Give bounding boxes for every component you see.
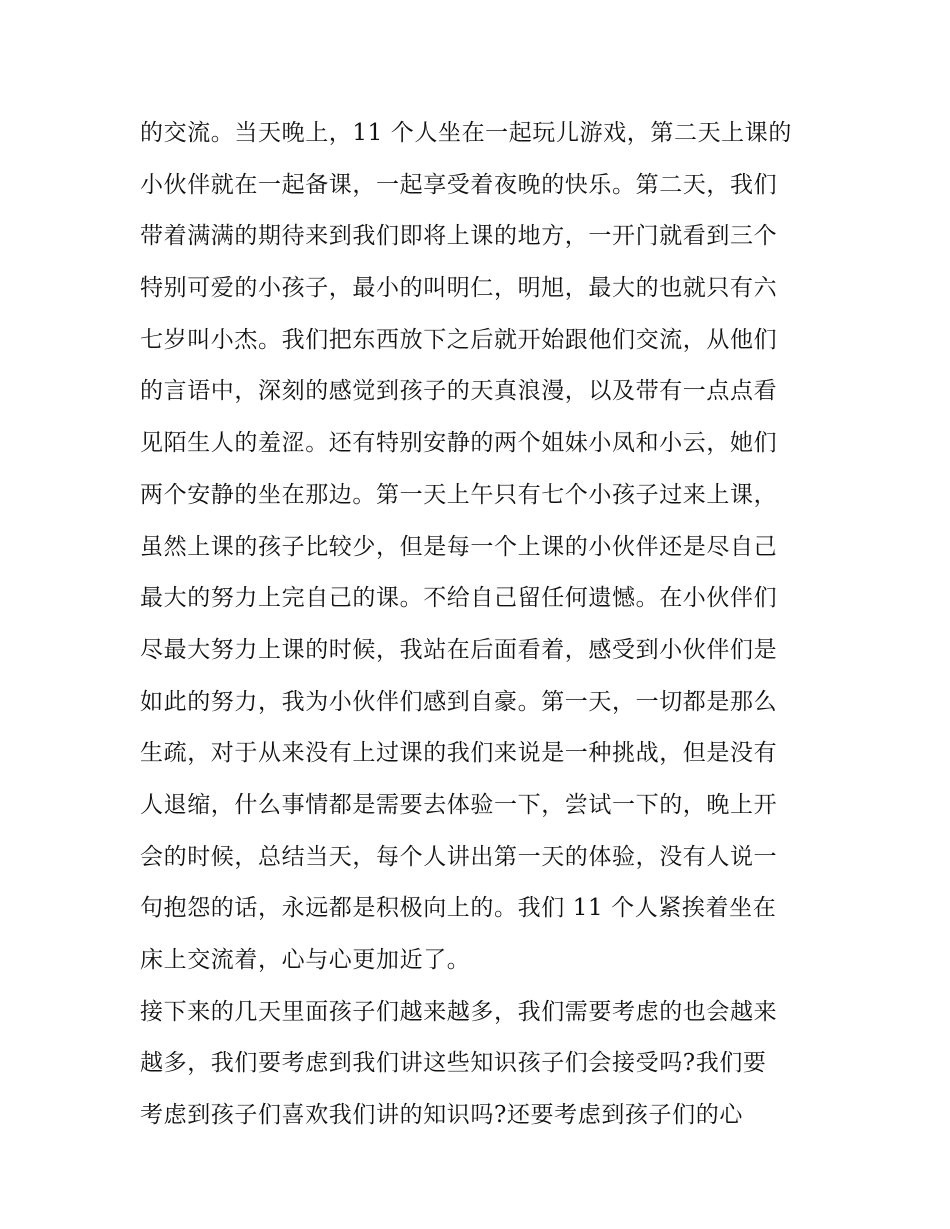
text-line: 小伙伴就在一起备课，一起享受着夜晚的快乐。第二天，我们: [140, 171, 778, 198]
text-line: 特别可爱的小孩子，最小的叫明仁，明旭，最大的也就只有六: [140, 275, 778, 302]
text-line: 虽然上课的孩子比较少，但是每一个上课的小伙伴还是尽自己: [140, 533, 778, 560]
text-line: 两个安静的坐在那边。第一天上午只有七个小孩子过来上课，: [140, 481, 778, 508]
text-line: 考虑到孩子们喜欢我们讲的知识吗?还要考虑到孩子们的心: [140, 1102, 743, 1129]
text-line: 越多，我们要考虑到我们讲这些知识孩子们会接受吗?我们要: [140, 1050, 767, 1077]
text-line: 床上交流着，心与心更加近了。: [140, 947, 471, 973]
text-line: 生疏，对于从来没有上过课的我们来说是一种挑战，但是没有: [140, 740, 778, 767]
text-line: 接下来的几天里面孩子们越来越多，我们需要考虑的也会越来: [140, 998, 778, 1025]
text-line: 人退缩，什么事情都是需要去体验一下，尝试一下的，晚上开: [140, 791, 778, 818]
text-line: 会的时候，总结当天，每个人讲出第一天的体验，没有人说一: [140, 843, 778, 870]
text-line: 带着满满的期待来到我们即将上课的地方，一开门就看到三个: [140, 223, 778, 250]
text-line: 尽最大努力上课的时候，我站在后面看着，感受到小伙伴们是: [140, 636, 778, 663]
text-line: 见陌生人的羞涩。还有特别安静的两个姐妹小凤和小云，她们: [140, 430, 778, 457]
text-line: 句抱怨的话，永远都是积极向上的。我们 11 个人紧挨着坐在: [140, 895, 777, 922]
text-line: 的交流。当天晚上，11 个人坐在一起玩儿游戏，第二天上课的: [140, 120, 792, 146]
text-line: 如此的努力，我为小伙伴们感到自豪。第一天，一切都是那么: [140, 688, 778, 715]
text-line: 七岁叫小杰。我们把东西放下之后就开始跟他们交流，从他们: [140, 326, 778, 353]
body-text: [140, 108, 820, 1142]
text-line: 最大的努力上完自己的课。不给自己留任何遗憾。在小伙伴们: [140, 585, 778, 612]
text-line: 的言语中，深刻的感觉到孩子的天真浪漫，以及带有一点点看: [140, 378, 778, 405]
